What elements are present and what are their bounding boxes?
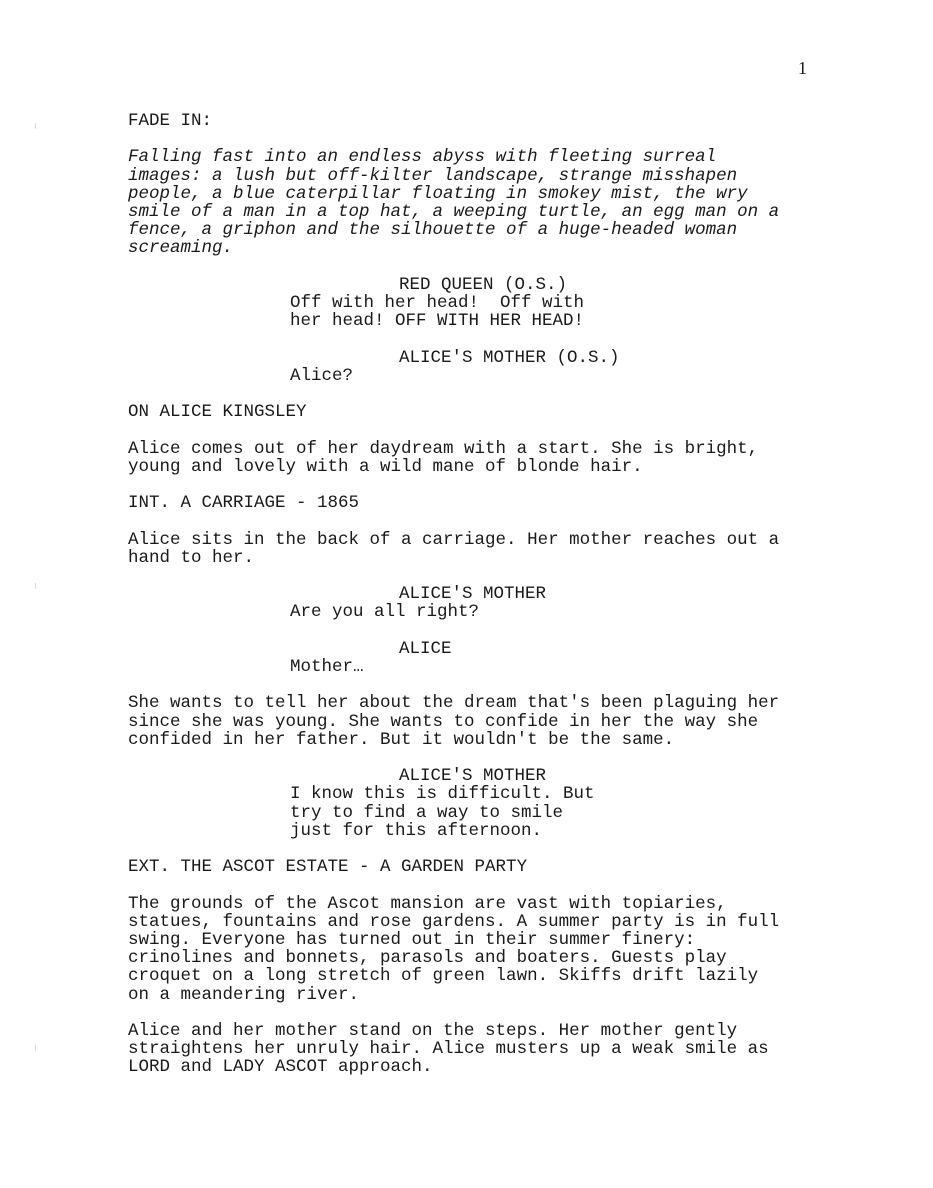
dialogue-block: [128, 640, 828, 676]
page-number: 1: [798, 58, 807, 78]
margin-tick-bottom: · · ·: [33, 1042, 39, 1055]
action-paragraph-line: crinolines and bonnets, parasols and boaters. Guests play: [128, 948, 727, 969]
action-paragraph-line: She wants to tell her about the dream that's been plaguing her: [128, 693, 780, 714]
transition: [128, 112, 828, 130]
margin-tick-middle: · · ·: [33, 580, 39, 593]
action-paragraph: [128, 1022, 828, 1077]
action-paragraph: [128, 694, 828, 749]
action-paragraph-line: Alice and her mother stand on the steps. Her mother gently: [128, 1020, 738, 1041]
scene-heading-line: INT. A CARRIAGE - 1865: [128, 493, 360, 514]
dialogue-line: Off with her head! Off with: [290, 293, 585, 313]
action-paragraph: [128, 895, 828, 1004]
dialogue-block: [128, 767, 828, 840]
action-paragraph-line: confided in her father. But it wouldn't be the same.: [128, 729, 675, 750]
action-paragraph: [128, 148, 828, 257]
action-paragraph-line: Falling fast into an endless abyss with fleeting surreal: [128, 147, 717, 168]
action-paragraph-line: people, a blue caterpillar floating in smokey mist, the wry: [128, 183, 748, 204]
action-paragraph-line: Alice comes out of her daydream with a start. She is bright,: [128, 438, 759, 459]
action-paragraph-line: statues, fountains and rose gardens. A summer party is in full: [128, 911, 780, 932]
action-paragraph-line: young and lovely with a wild mane of blonde hair.: [128, 456, 643, 477]
action-paragraph-line: hand to her.: [128, 547, 255, 568]
dialogue-block: [128, 585, 828, 621]
dialogue-line: Are you all right?: [290, 602, 480, 623]
character-name: ALICE'S MOTHER (O.S.): [399, 347, 620, 368]
character-name: RED QUEEN (O.S.): [399, 274, 568, 295]
scene-heading: [128, 494, 828, 512]
action-paragraph-line: fence, a griphon and the silhouette of a huge-headed woman: [128, 220, 738, 241]
action-paragraph-line: croquet on a long stretch of green lawn. Skiffs drift lazily: [128, 966, 759, 987]
dialogue-line: I know this is difficult. But: [290, 784, 595, 805]
scene-heading-line: EXT. THE ASCOT ESTATE - A GARDEN PARTY: [128, 857, 528, 878]
scene-heading: [128, 403, 828, 421]
dialogue-line: Mother…: [290, 656, 364, 677]
scene-heading-line: ON ALICE KINGSLEY: [128, 402, 307, 423]
dialogue-block: [128, 276, 828, 331]
action-paragraph-line: Alice sits in the back of a carriage. Her mother reaches out a: [128, 529, 780, 550]
screenplay-body: [128, 112, 828, 1095]
action-paragraph-line: images: a lush but off-kilter landscape, strange misshapen: [128, 165, 738, 186]
margin-tick-top: · · ·: [33, 120, 39, 133]
action-paragraph: [128, 531, 828, 567]
action-paragraph-line: swing. Everyone has turned out in their summer finery:: [128, 929, 696, 950]
action-paragraph: [128, 440, 828, 476]
action-paragraph-line: straightens her unruly hair. Alice musters up a weak smile as: [128, 1039, 769, 1060]
character-name: ALICE: [399, 638, 452, 659]
action-paragraph-line: on a meandering river.: [128, 984, 360, 1005]
action-paragraph-line: The grounds of the Ascot mansion are vast with topiaries,: [128, 893, 727, 914]
character-name: ALICE'S MOTHER: [399, 766, 547, 787]
transition-line: FADE IN:: [128, 111, 213, 131]
dialogue-line: try to find a way to smile: [290, 802, 564, 823]
action-paragraph-line: smile of a man in a top hat, a weeping turtle, an egg man on a: [128, 202, 780, 222]
action-paragraph-line: since she was young. She wants to confide in her the way she: [128, 711, 759, 732]
character-name: ALICE'S MOTHER: [399, 584, 547, 605]
dialogue-block: [128, 349, 828, 385]
dialogue-line: just for this afternoon.: [290, 820, 543, 841]
dialogue-line: Alice?: [290, 365, 354, 386]
action-paragraph-line: screaming.: [128, 238, 234, 259]
action-paragraph-line: LORD and LADY ASCOT approach.: [128, 1057, 433, 1078]
dialogue-line: her head! OFF WITH HER HEAD!: [290, 311, 585, 332]
scene-heading: [128, 858, 828, 876]
